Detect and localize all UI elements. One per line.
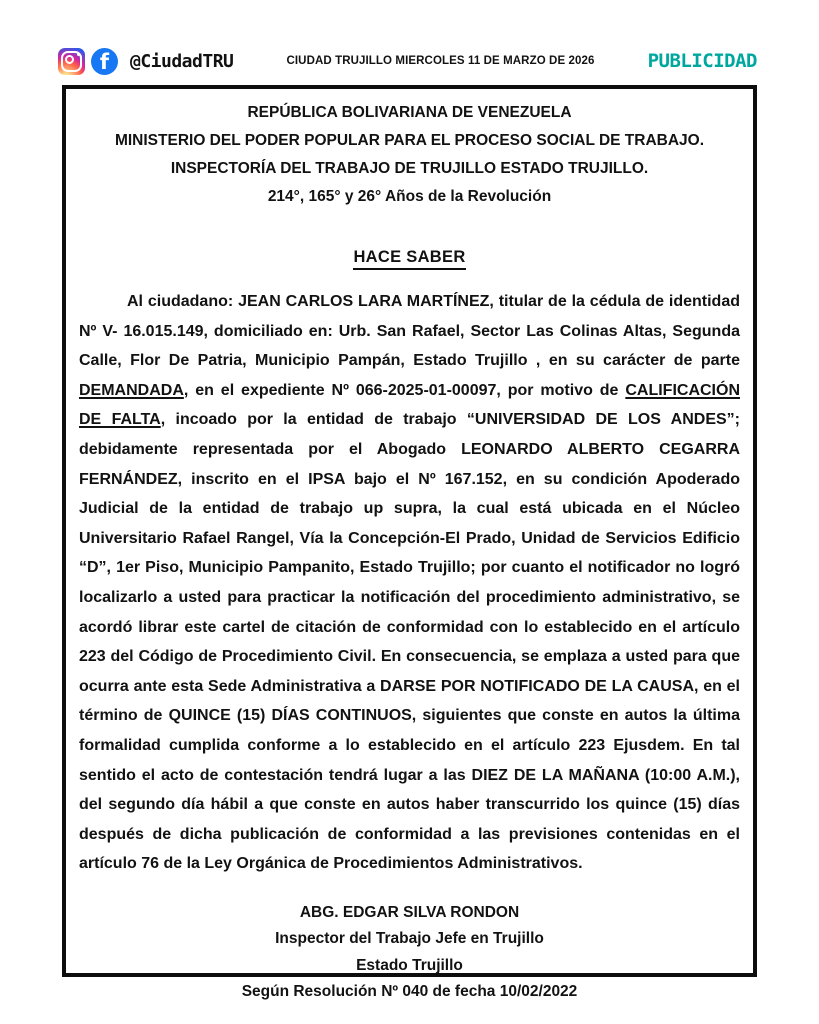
- signature-state: Estado Trujillo: [356, 956, 463, 974]
- hace-saber-title: HACE SABER: [353, 248, 465, 270]
- dateline: CIUDAD TRUJILLO MIERCOLES 11 DE MARZO DE 2026: [286, 55, 595, 67]
- body-underline-demandada: DEMANDADA: [79, 381, 184, 399]
- signature-title: Inspector del Trabajo Jefe en Trujillo: [275, 930, 544, 948]
- instagram-dot: [77, 53, 80, 56]
- body-underline-calificacion: CALIFICACIÓN DE FALTA: [79, 381, 740, 429]
- publicidad-label: PUBLICIDAD: [647, 50, 757, 72]
- body-segment-2: , en el expediente Nº 066-2025-01-00097, por motivo de: [183, 381, 626, 399]
- notice-body: [79, 287, 740, 879]
- gov-heading-line-republica: REPÚBLICA BOLIVARIANA DE VENEZUELA: [247, 104, 572, 121]
- signature-resolution: Según Resolución Nº 040 de fecha 10/02/2022: [241, 983, 578, 1001]
- notice-box: [62, 85, 757, 1001]
- gov-heading-line-inspectoria: INSPECTORÍA DEL TRABAJO DE TRUJILLO ESTADO TRUJILLO.: [170, 160, 649, 177]
- gov-heading-line-anos: 214°, 165° y 26° Años de la Revolución: [267, 188, 552, 205]
- body-segment-3: , incoado por la entidad de trabajo “UNIVERSIDAD DE LOS ANDES”; debidamente representada por el Abogado LEONARDO ALBERTO CEGARRA FERNÁNDEZ, inscrito en el IPSA bajo el Nº 167.152, en su condición Apoderado Judicial de la entidad de trabajo up supra, la cual está ubicada en el Núcleo Universitario Rafael Rangel, Vía la Concepción-El Prado, Unidad de Servicios Edificio “D”, 1er Piso, Municipio Pampanito, Estado Trujillo; por cuanto el notificador no logró localizarlo a usted para practicar la notificación del procedimiento administrativo, se acordó librar este cartel de citación de conformidad con lo establecido en el artículo 223 del Código de Procedimiento Civil. En consecuencia, se emplaza a usted para que ocurra ante esta Sede Administrativa a DARSE POR NOTIFICADO DE LA CAUSA, en el término de QUINCE (15) DÍAS CONTINUOS, siguientes que conste en autos la última formalidad cumplida conforme a lo establecido en el artículo 223 Ejusdem. En tal sentido el acto de contestación tendrá lugar a las DIEZ DE LA MAÑANA (10:00 A.M.), del segundo día hábil a que conste en autos haber transcurrido los quince (15) días después de dicha publicación de conformidad a las previsiones contenidas en el artículo 76 de la Ley Orgánica de Procedimientos Administrativos.: [79, 411, 740, 873]
- social-group: [58, 48, 233, 75]
- gov-heading: [79, 99, 740, 211]
- instagram-lens: [65, 55, 74, 64]
- signature-block: [79, 900, 740, 1006]
- facebook-glyph: f: [99, 49, 110, 74]
- social-handle: @CiudadTRU: [130, 50, 234, 72]
- signature-name: ABG. EDGAR SILVA RONDON: [299, 903, 520, 921]
- facebook-icon: [91, 48, 118, 75]
- body-segment-1: Al ciudadano: JEAN CARLOS LARA MARTÍNEZ, titular de la cédula de identidad Nº V- 16.015.149, domiciliado en: Urb. San Rafael, Sector Las Colinas Altas, Segunda Calle, Flor De Patria, Municipio Pampán, Estado Trujillo , en su carácter de parte: [79, 293, 740, 370]
- instagram-icon: [58, 48, 85, 75]
- gov-heading-line-ministerio: MINISTERIO DEL PODER POPULAR PARA EL PROCESO SOCIAL DE TRABAJO.: [114, 132, 705, 149]
- masthead: [58, 44, 757, 78]
- hace-saber-wrap: [79, 248, 740, 270]
